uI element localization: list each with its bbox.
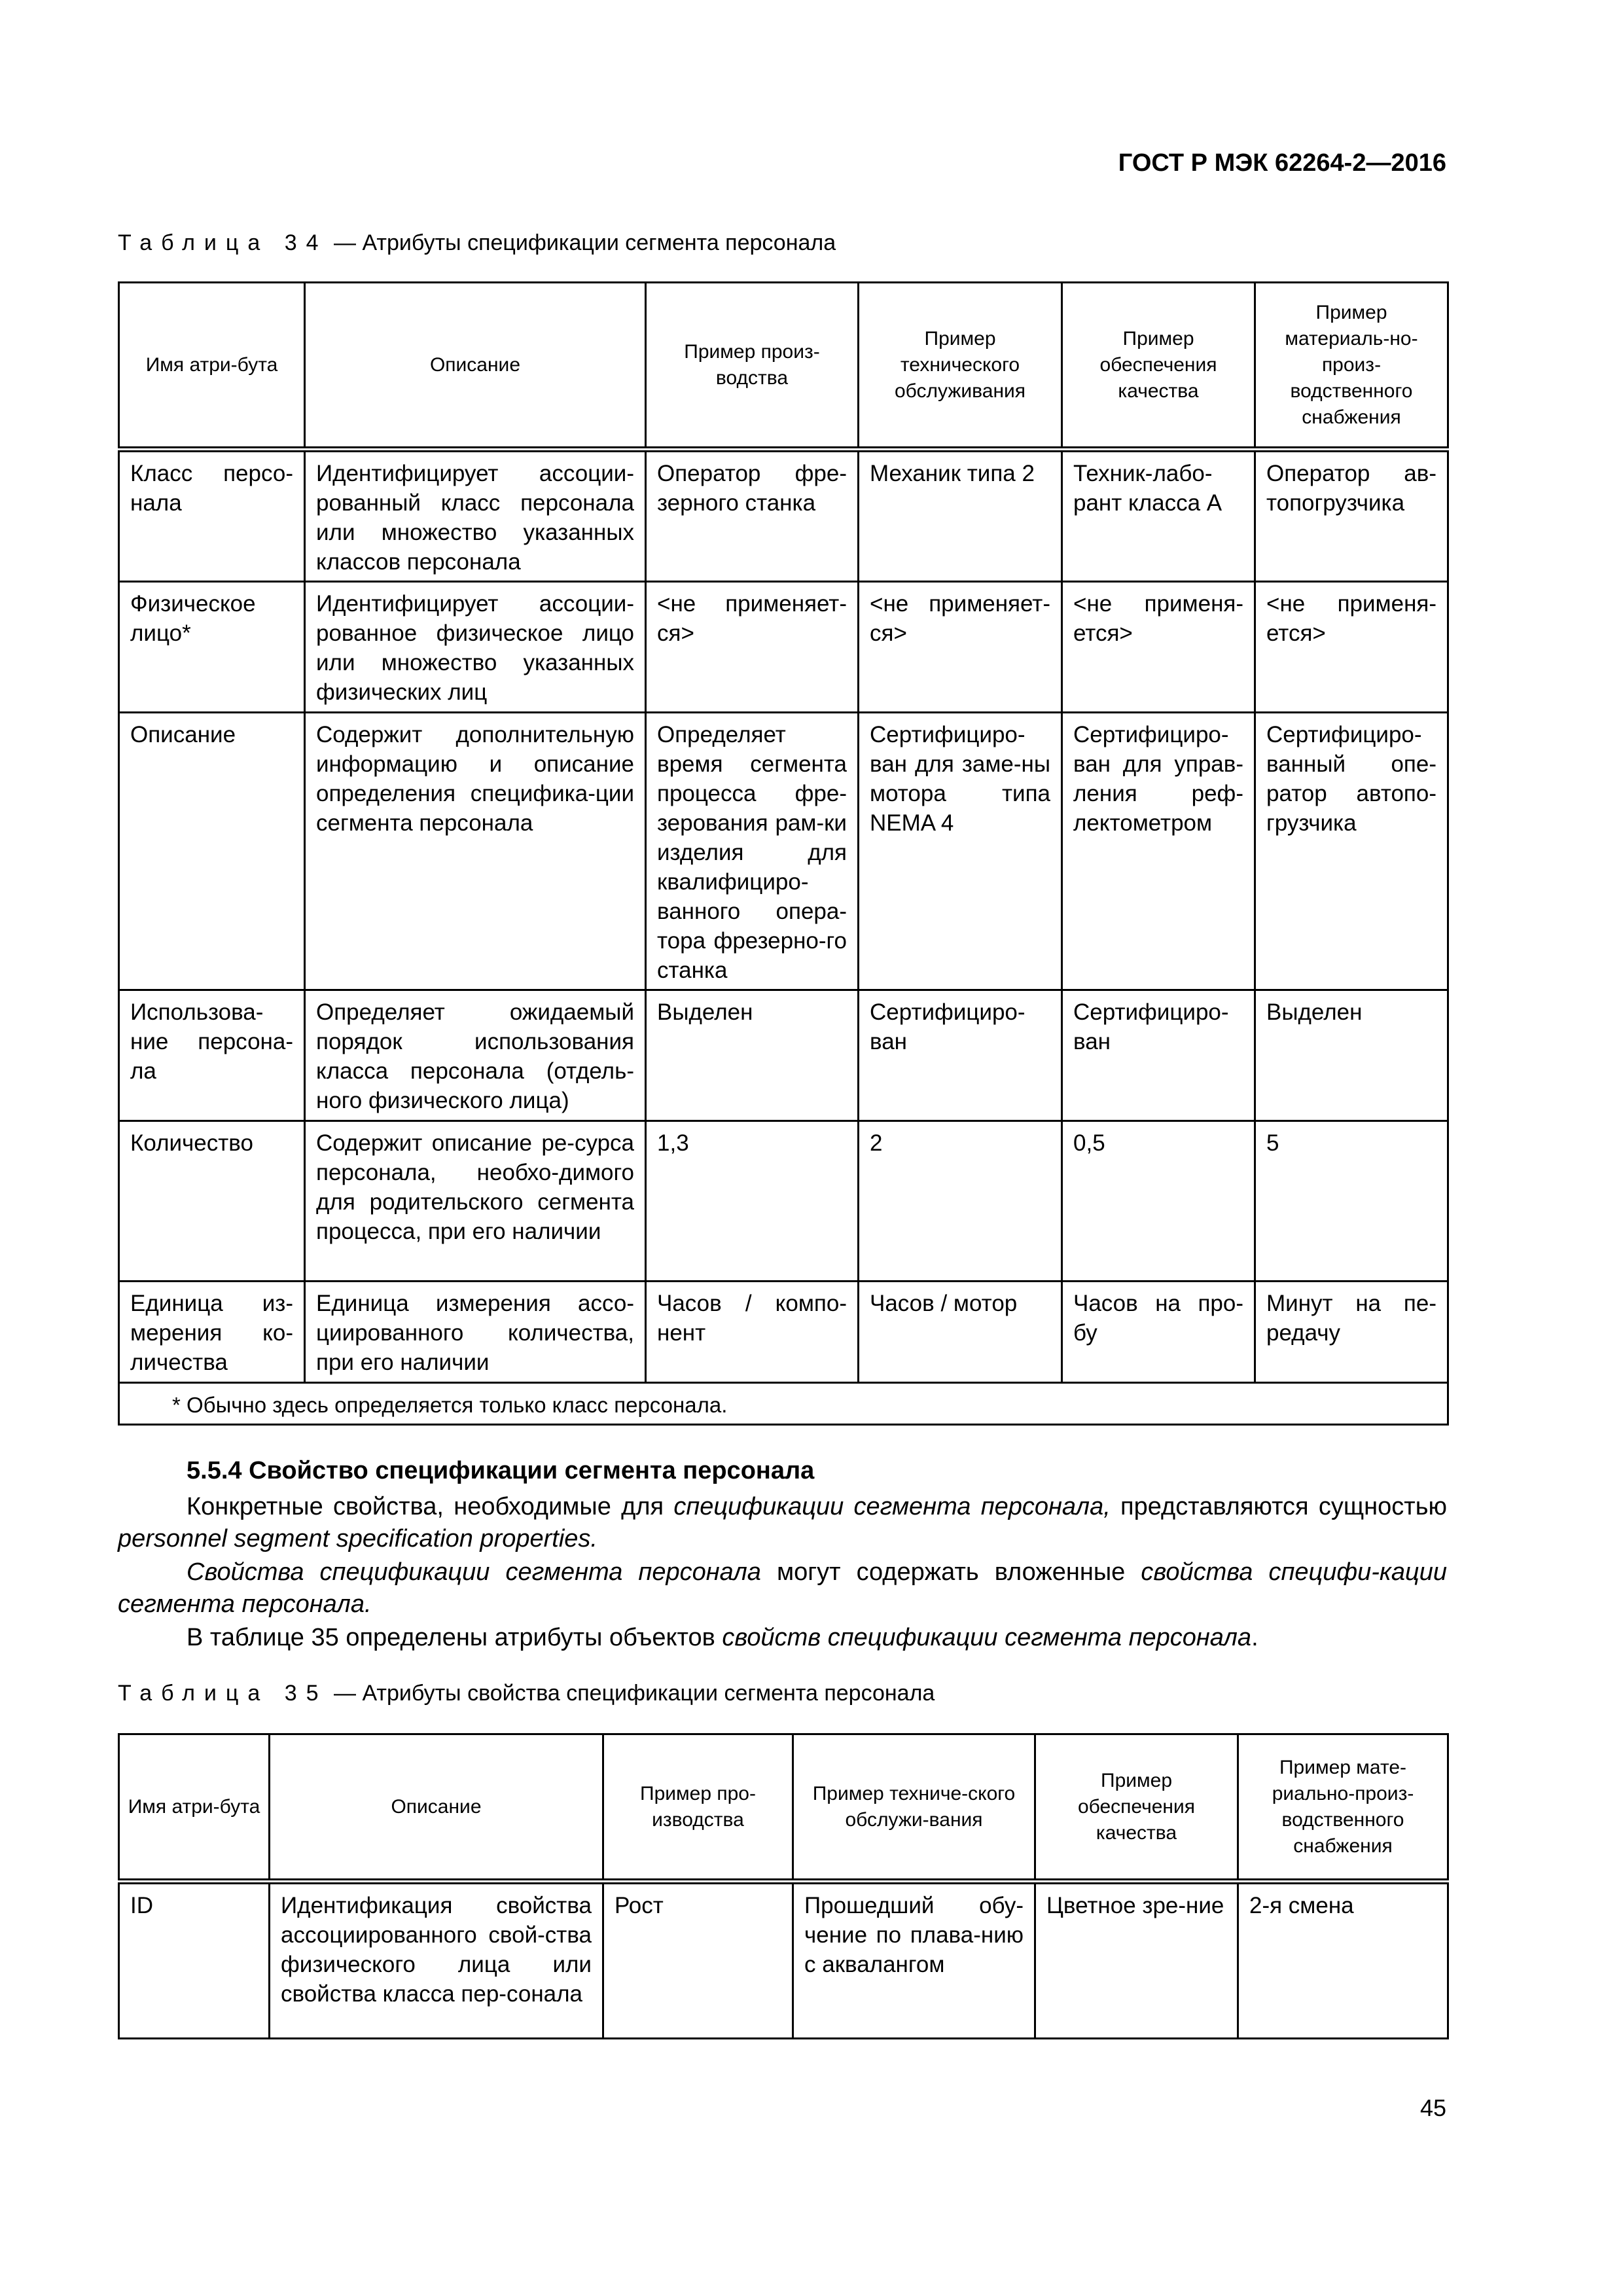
table-row — [119, 1282, 1448, 1383]
column-header: Имя атри-бута — [119, 283, 305, 450]
column-header: Пример произ-водства — [646, 283, 859, 450]
table-cell: Оператор фре-зерного станка — [646, 450, 859, 582]
section-heading: 5.5.4 Свойство спецификации сегмента персонала — [187, 1457, 815, 1484]
table-cell: Количество — [119, 1121, 305, 1282]
table-cell: <не применя-ется> — [1062, 582, 1255, 713]
table-cell: 1,3 — [646, 1121, 859, 1282]
table-34-caption — [118, 230, 836, 256]
table-cell: Часов / компо-нент — [646, 1282, 859, 1383]
table-cell: Выделен — [646, 990, 859, 1121]
table-cell: Идентифицирует ассоции-рованный класс персонала или множество указанных классов персонала — [305, 450, 646, 582]
table-cell: Сертифициро-ван для заме-ны мотора типа NEMA 4 — [859, 713, 1062, 990]
table-cell: Техник-лабо-рант класса А — [1062, 450, 1255, 582]
table-cell: Содержит дополнительную информацию и описание определения специфика-ции сегмента персонала — [305, 713, 646, 990]
table-cell: Часов на про-бу — [1062, 1282, 1255, 1383]
paragraph-text: представляются сущностью — [1110, 1493, 1448, 1520]
table-35-number: Таблица 35 — [118, 1681, 328, 1706]
table-cell: 0,5 — [1062, 1121, 1255, 1282]
column-header: Пример технического обслуживания — [859, 283, 1062, 450]
column-header: Пример обеспечения качества — [1062, 283, 1255, 450]
table-footnote-row — [119, 1383, 1448, 1425]
table-footnote: * Обычно здесь определяется только класс персонала. — [119, 1383, 1448, 1425]
table-cell: Определяет время сегмента процесса фре-зерования рам-ки изделия для квалифициро-ванного опера-тора фрезерно-го станка — [646, 713, 859, 990]
table-cell: Выделен — [1255, 990, 1448, 1121]
table-35-caption — [118, 1681, 935, 1706]
table-cell: Использова-ние персона-ла — [119, 990, 305, 1121]
page-number: 45 — [1419, 2094, 1446, 2121]
emphasis-text: свойства специфи-кации сегмента персонала. — [118, 1558, 1447, 1618]
column-header: Пример про-изводства — [603, 1734, 793, 1882]
table-cell: 2-я смена — [1238, 1882, 1448, 2039]
table-cell: ID — [119, 1882, 270, 2039]
emphasis-text: personnel segment specification properties. — [118, 1525, 597, 1552]
table-cell: Сертифициро-ван — [1062, 990, 1255, 1121]
column-header: Имя атри-бута — [119, 1734, 270, 1882]
table-cell: Механик типа 2 — [859, 450, 1062, 582]
table-row — [119, 450, 1448, 582]
table-cell: Класс персо-нала — [119, 450, 305, 582]
table-row — [119, 990, 1448, 1121]
table-row — [119, 1882, 1448, 2039]
table-cell: Определяет ожидаемый порядок использования класса персонала (отдель-ного физического лица) — [305, 990, 646, 1121]
table-cell: 2 — [859, 1121, 1062, 1282]
table-cell: Прошедший обу-чение по плава-нию с аквалангом — [793, 1882, 1035, 2039]
table-cell: Сертифициро-ван для управ-ления реф-лектометром — [1062, 713, 1255, 990]
table-cell: Описание — [119, 713, 305, 990]
emphasis-text: свойств спецификации сегмента персонала — [722, 1624, 1252, 1651]
table-cell: Сертифициро-ван — [859, 990, 1062, 1121]
table-34-title: — Атрибуты спецификации сегмента персонала — [334, 230, 836, 255]
paragraph-text: В таблице 35 определены атрибуты объектов — [187, 1624, 722, 1651]
paragraph-text: могут содержать вложенные — [760, 1558, 1141, 1586]
table-cell: <не применяет-ся> — [859, 582, 1062, 713]
table-cell: Единица из-мерения ко-личества — [119, 1282, 305, 1383]
table-cell: Оператор ав-топогрузчика — [1255, 450, 1448, 582]
table-cell: Минут на пе-редачу — [1255, 1282, 1448, 1383]
table-cell: Единица измерения ассо-циированного количества, при его наличии — [305, 1282, 646, 1383]
table-cell: Физическое лицо* — [119, 582, 305, 713]
table-34 — [118, 281, 1449, 1426]
column-header: Пример обеспечения качества — [1035, 1734, 1238, 1882]
table-cell: Сертифициро-ванный опе-ратор автопо-грузчика — [1255, 713, 1448, 990]
column-header: Пример техниче-ского обслужи-вания — [793, 1734, 1035, 1882]
column-header: Описание — [270, 1734, 603, 1882]
emphasis-text: спецификации сегмента персонала, — [673, 1493, 1111, 1520]
table-35-title: — Атрибуты свойства спецификации сегмента персонала — [334, 1681, 935, 1706]
table-34-header-row — [119, 283, 1448, 450]
paragraph-3 — [118, 1622, 1447, 1654]
table-cell: Часов / мотор — [859, 1282, 1062, 1383]
table-cell: Цветное зре-ние — [1035, 1882, 1238, 2039]
paragraph-text: Конкретные свойства, необходимые для — [187, 1493, 674, 1520]
table-cell: Содержит описание ре-сурса персонала, необхо-димого для родительского сегмента процесса, при его наличии — [305, 1121, 646, 1282]
column-header: Описание — [305, 283, 646, 450]
paragraph-2 — [118, 1556, 1447, 1621]
table-cell: <не применяет-ся> — [646, 582, 859, 713]
table-35 — [118, 1733, 1449, 2039]
table-cell: Рост — [603, 1882, 793, 2039]
table-cell: Идентификация свойства ассоциированного свой-ства физического лица или свойства класса пер-сонала — [270, 1882, 603, 2039]
column-header: Пример мате-риально-произ-водственного снабжения — [1238, 1734, 1448, 1882]
table-35-header-row — [119, 1734, 1448, 1882]
document-code: ГОСТ Р МЭК 62264-2—2016 — [1118, 149, 1446, 177]
column-header: Пример материаль-но-произ-водственного снабжения — [1255, 283, 1448, 450]
table-cell: <не применя-ется> — [1255, 582, 1448, 713]
paragraph-1 — [118, 1491, 1447, 1555]
table-row — [119, 713, 1448, 990]
emphasis-text: Свойства спецификации сегмента персонала — [187, 1558, 761, 1586]
table-row — [119, 582, 1448, 713]
paragraph-text: . — [1251, 1624, 1258, 1651]
table-row — [119, 1121, 1448, 1282]
table-34-number: Таблица 34 — [118, 230, 328, 255]
table-cell: 5 — [1255, 1121, 1448, 1282]
table-cell: Идентифицирует ассоции-рованное физическое лицо или множество указанных физических лиц — [305, 582, 646, 713]
